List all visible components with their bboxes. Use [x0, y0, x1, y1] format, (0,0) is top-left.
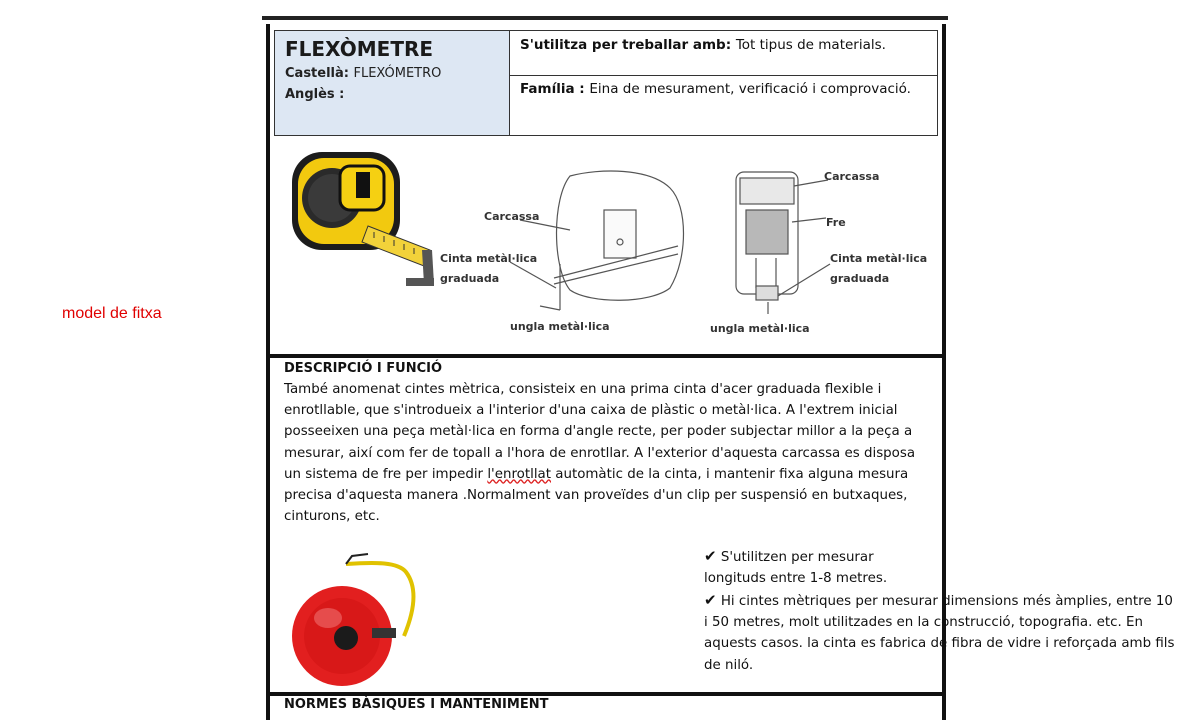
section-divider [270, 354, 942, 358]
casing-label-right: Carcassa [824, 170, 880, 183]
bullet-2-line: i 50 metres, molt utilitzades en la construcció, topografia. etc. En [704, 615, 1143, 631]
tool-title: FLEXÒMETRE [285, 37, 434, 61]
hook-label-right: ungla metàl·lica [710, 322, 810, 335]
header-divider [510, 75, 937, 76]
tape-label-left-2: graduada [440, 272, 500, 285]
hook-label-left: ungla metàl·lica [510, 320, 610, 333]
spanish-name [285, 66, 441, 81]
bullet-2 [704, 590, 1175, 676]
header-info-cell [510, 30, 938, 136]
description-line: cinturons, etc. [284, 509, 380, 525]
tape-label-right-1: Cinta metàl·lica [830, 252, 928, 265]
description-line: precisa d'aquesta manera .Normalment van proveïdes d'un clip per suspensió en butxaques, [284, 488, 908, 504]
used-for-value: Tot tipus de materials. [735, 37, 886, 53]
description-fragment: automàtic de la cinta, i mantenir fixa alguna mesura [551, 466, 909, 482]
spanish-label: Castellà: [285, 66, 349, 81]
spanish-value: FLEXÓMETRO [353, 66, 442, 81]
bullet-2-line: aquests casos. la cinta es fabrica de fibra de vidre i reforçada amb fils [704, 636, 1175, 652]
bullet-2-line: ✔ Hi cintes mètriques per mesurar dimensions més àmplies, entre 10 [704, 591, 1173, 609]
side-view-diagram [510, 171, 684, 310]
bullet-2-line: de niló. [704, 657, 754, 673]
brake-label: Fre [826, 216, 846, 229]
header-name-cell [274, 30, 510, 136]
sheet-left-border [266, 24, 270, 720]
bullet-1-text: S'utilitzen per mesurar longituds entre 1-8 metres. [704, 550, 888, 587]
description-line: posseeixen una peça metàl·lica en forma d'angle recte, per poder subjectar millor a la peça a [284, 424, 913, 440]
description-line: enrotllable, que s'introdueix a l'interior d'una caixa de plàstic o metàl·lica. A l'extrem inicial [284, 403, 898, 419]
family-value: Eina de mesurament, verificació i comprovació. [589, 81, 911, 97]
spellcheck-word: l'enrotllat [487, 466, 551, 482]
sheet-top-border [262, 16, 948, 20]
bullet-2-text [704, 590, 1196, 676]
description-title: DESCRIPCIÓ I FUNCIÓ [284, 361, 443, 376]
description-fragment: un sistema de fre per impedir [284, 466, 488, 482]
tool-sheet [262, 16, 1175, 720]
english-name [285, 87, 344, 102]
side-caption: model de fitxa [62, 305, 162, 322]
description-text [284, 379, 932, 527]
used-for-label: S'utilitza per treballar amb: [520, 37, 732, 53]
tape-label-right-2: graduada [830, 272, 890, 285]
description-line: mesurar, així com fer de topall a l'hora de enrotllar. A l'exterior d'aquesta carcassa es disposa [284, 445, 916, 461]
check-mark-icon: ✔ [704, 591, 717, 609]
tool-family [520, 79, 920, 100]
bullet-1 [704, 546, 936, 589]
illustration-row [270, 138, 942, 350]
english-label: Anglès : [285, 87, 345, 102]
check-mark-icon: ✔ [704, 547, 717, 565]
section-divider [270, 692, 942, 696]
casing-label-left: Carcassa [484, 210, 540, 223]
long-tape-photo [286, 552, 422, 692]
description-line [284, 464, 932, 485]
next-section-title: NORMES BÀSIQUES I MANTENIMENT [284, 697, 549, 712]
used-for [520, 37, 886, 53]
description-line: També anomenat cintes mètrica, consisteix en una prima cinta d'acer graduada flexible i [284, 382, 882, 397]
tape-measure-photo [292, 152, 434, 286]
tape-label-left-1: Cinta metàl·lica [440, 252, 538, 265]
family-label: Família : [520, 81, 585, 97]
front-view-diagram [736, 172, 830, 314]
